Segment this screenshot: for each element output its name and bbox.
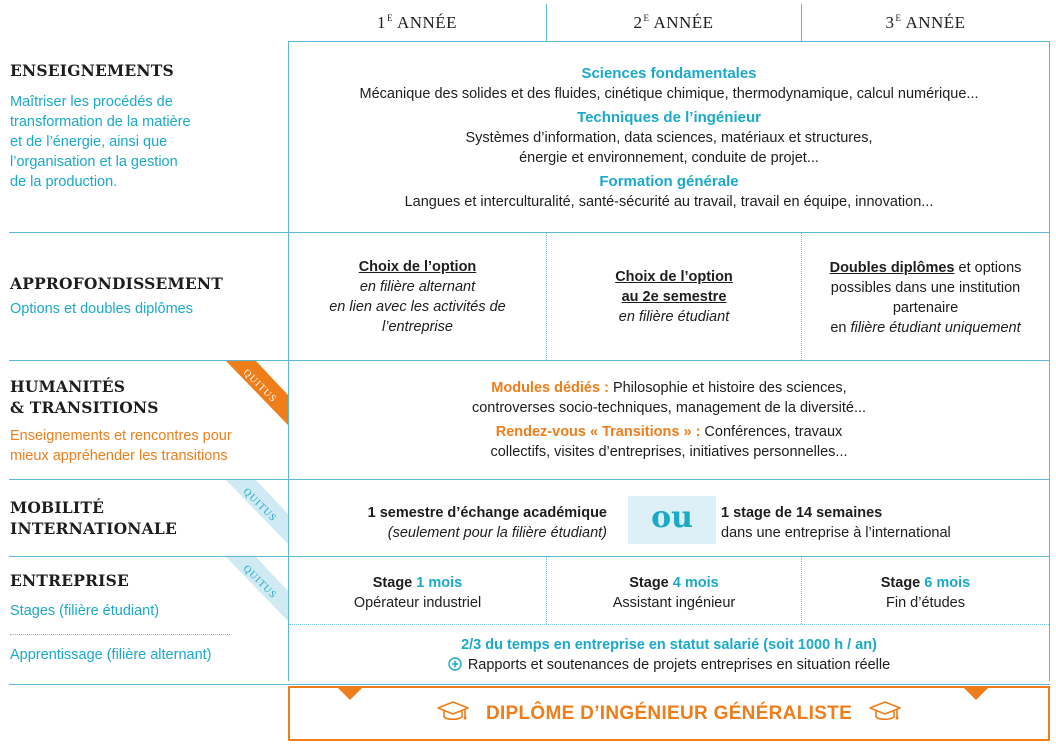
stage-1-duration: 1 mois <box>416 575 463 591</box>
year-1-number: 1 <box>376 13 386 32</box>
stage-1-prefix: Stage <box>372 575 417 591</box>
humanites-subtitle-line: Enseignements et rencontres pour <box>10 428 232 444</box>
rdv-label: Rendez-vous « Transitions » : <box>495 424 701 440</box>
apprentissage-sub-line <box>289 655 1049 677</box>
stage-1-desc: Opérateur industriel <box>353 595 482 611</box>
approfondissement-subtitle: Options et doubles diplômes <box>10 301 193 317</box>
year-1-word: ANNÉE <box>396 13 458 32</box>
year-2-sup: E <box>643 13 650 23</box>
choix-option-line: en filière alternant <box>359 279 476 295</box>
humanites-title-line: HUMANITÉS <box>10 377 126 396</box>
left-entreprise-divider <box>10 634 230 635</box>
doubles-diplomes-title: Doubles diplômes <box>829 260 955 276</box>
stage-apprentissage-divider <box>289 624 1049 625</box>
year-header-3 <box>801 6 1050 40</box>
diplome-box <box>288 686 1050 741</box>
choix-option-s2-line: en filière étudiant <box>618 309 730 325</box>
enseignements-subtitle-line: l’organisation et la gestion <box>10 154 178 170</box>
row-separator <box>9 684 1050 685</box>
enseignements-content <box>289 64 1049 212</box>
enseignements-subtitle <box>10 92 191 192</box>
formation-generale-text: Langues et interculturalité, santé-sécurité au travail, travail en équipe, innovation... <box>404 194 934 210</box>
mobilite-title-line: INTERNATIONALE <box>10 519 177 538</box>
stage-2-desc: Assistant ingénieur <box>612 595 736 611</box>
approfondissement-col-2 <box>547 267 801 327</box>
doubles-diplomes-last <box>802 318 1049 338</box>
humanites-title <box>10 376 159 418</box>
choix-option-title: Choix de l’option <box>358 259 477 275</box>
rdv-line-2: collectifs, visites d’entreprises, initiatives personnelles... <box>490 444 848 460</box>
stage-3-duration: 6 mois <box>924 575 971 591</box>
frame-top <box>288 41 1050 42</box>
modules-line-1 <box>289 378 1049 398</box>
rdv-line-1 <box>289 422 1049 442</box>
stage-col-3 <box>802 573 1049 613</box>
doubles-diplomes-line: possibles dans une institution <box>830 280 1021 296</box>
mobilite-right <box>721 503 1041 543</box>
year-2-number: 2 <box>633 13 643 32</box>
year-1-sup: E <box>386 13 393 23</box>
apprentissage-title: 2/3 du temps en entreprise en statut salarié (soit 1000 h / an) <box>461 637 877 653</box>
quitus-ribbon-humanites <box>212 361 288 429</box>
frame-right <box>1049 41 1050 681</box>
year-separator <box>546 4 547 41</box>
enseignements-subtitle-line: Maîtriser les procédés de <box>10 94 173 110</box>
modules-line-2: controverses socio-techniques, management de la diversité... <box>471 400 867 416</box>
techniques-ingenieur-title: Techniques de l’ingénieur <box>577 109 761 126</box>
quitus-label: QUITUS <box>240 486 279 525</box>
row-separator <box>9 556 1050 557</box>
stage-international-sub: dans une entreprise à l’international <box>721 525 951 541</box>
year-separator <box>801 4 802 41</box>
stage-international-title: 1 stage de 14 semaines <box>721 505 883 521</box>
sciences-fondamentales-title: Sciences fondamentales <box>581 65 757 82</box>
ou-label: ou <box>628 496 716 544</box>
enseignements-subtitle-line: de la production. <box>10 174 118 190</box>
apprentissage-content <box>289 635 1049 677</box>
stage-2-duration: 4 mois <box>672 575 719 591</box>
doubles-diplomes-line: partenaire <box>892 300 959 316</box>
quitus-ribbon-shape <box>212 557 288 625</box>
techniques-ingenieur-text: énergie et environnement, conduite de projet... <box>519 150 819 166</box>
row-separator <box>9 360 1050 361</box>
doubles-diplomes-prefix: en <box>830 320 851 336</box>
diplome-label: DIPLÔME D’INGÉNIEUR GÉNÉRALISTE <box>485 702 853 724</box>
year-header-1 <box>288 6 546 40</box>
sciences-fondamentales-text: Mécanique des solides et des fluides, cinétique chimique, thermodynamique, calcul numérique... <box>359 86 979 102</box>
stage-2-prefix: Stage <box>629 575 673 591</box>
doubles-diplomes-tail: et options <box>954 260 1022 276</box>
choix-option-s2-title: Choix de l’option <box>615 269 733 285</box>
quitus-ribbon-mobilite <box>212 480 288 548</box>
enseignements-subtitle-line: et de l’énergie, ainsi que <box>10 134 168 150</box>
year-3-sup: E <box>895 13 902 23</box>
humanites-subtitle <box>10 426 232 466</box>
quitus-ribbon-shape <box>212 361 288 429</box>
approfondissement-title: APPROFONDISSEMENT <box>10 274 224 293</box>
year-2-word: ANNÉE <box>653 13 714 32</box>
formation-generale-title: Formation générale <box>599 173 739 190</box>
enseignements-subtitle-line: transformation de la matière <box>10 114 191 130</box>
quitus-label: QUITUS <box>240 367 279 406</box>
modules-label: Modules dédiés : <box>491 380 609 396</box>
quitus-ribbon-entreprise <box>212 557 288 625</box>
doubles-diplomes-head <box>802 258 1049 278</box>
rdv-text: Conférences, travaux <box>700 424 843 440</box>
humanites-subtitle-line: mieux appréhender les transitions <box>10 448 228 464</box>
choix-option-line: l’entreprise <box>382 319 453 335</box>
doubles-diplomes-italic: filière étudiant uniquement <box>850 320 1021 336</box>
row-separator <box>9 479 1050 480</box>
stage-col-1 <box>289 573 546 613</box>
apprentissage-label: Apprentissage (filière alternant) <box>10 647 212 663</box>
mobilite-title <box>10 497 177 539</box>
humanites-content <box>289 378 1049 462</box>
stage-2-title <box>547 573 801 593</box>
graduation-cap-icon <box>436 700 470 727</box>
mobilite-left <box>289 503 607 543</box>
stages-label: Stages (filière étudiant) <box>10 603 160 619</box>
choix-option-line: en lien avec les activités de <box>329 299 506 315</box>
row-separator <box>9 232 1050 233</box>
apprentissage-sub: Rapports et soutenances de projets entreprises en situation réelle <box>467 657 891 673</box>
stage-3-title <box>802 573 1049 593</box>
techniques-ingenieur-text: Systèmes d’information, data sciences, matériaux et structures, <box>465 130 873 146</box>
stage-col-2 <box>547 573 801 613</box>
echange-title: 1 semestre d’échange académique <box>367 505 607 521</box>
quitus-label: QUITUS <box>240 563 279 602</box>
approfondissement-col-3 <box>802 258 1049 338</box>
echange-sub: (seulement pour la filière étudiant) <box>387 525 607 541</box>
mobilite-title-line: MOBILITÉ <box>10 498 105 517</box>
stage-3-desc: Fin d’études <box>886 595 965 611</box>
entreprise-title: ENTREPRISE <box>10 571 130 590</box>
stage-3-prefix: Stage <box>880 575 925 591</box>
humanites-title-line: & TRANSITIONS <box>10 398 159 417</box>
choix-option-s2-title: au 2e semestre <box>621 289 727 305</box>
quitus-ribbon-shape <box>212 480 288 548</box>
year-3-word: ANNÉE <box>905 13 966 32</box>
year-header-2 <box>546 6 801 40</box>
year-3-number: 3 <box>885 13 895 32</box>
modules-text: Philosophie et histoire des sciences, <box>608 380 847 396</box>
graduation-cap-icon <box>868 700 902 727</box>
stage-1-title <box>289 573 546 593</box>
enseignements-title: ENSEIGNEMENTS <box>10 61 174 80</box>
approfondissement-col-1 <box>289 257 546 337</box>
plus-circle-icon <box>448 657 462 677</box>
